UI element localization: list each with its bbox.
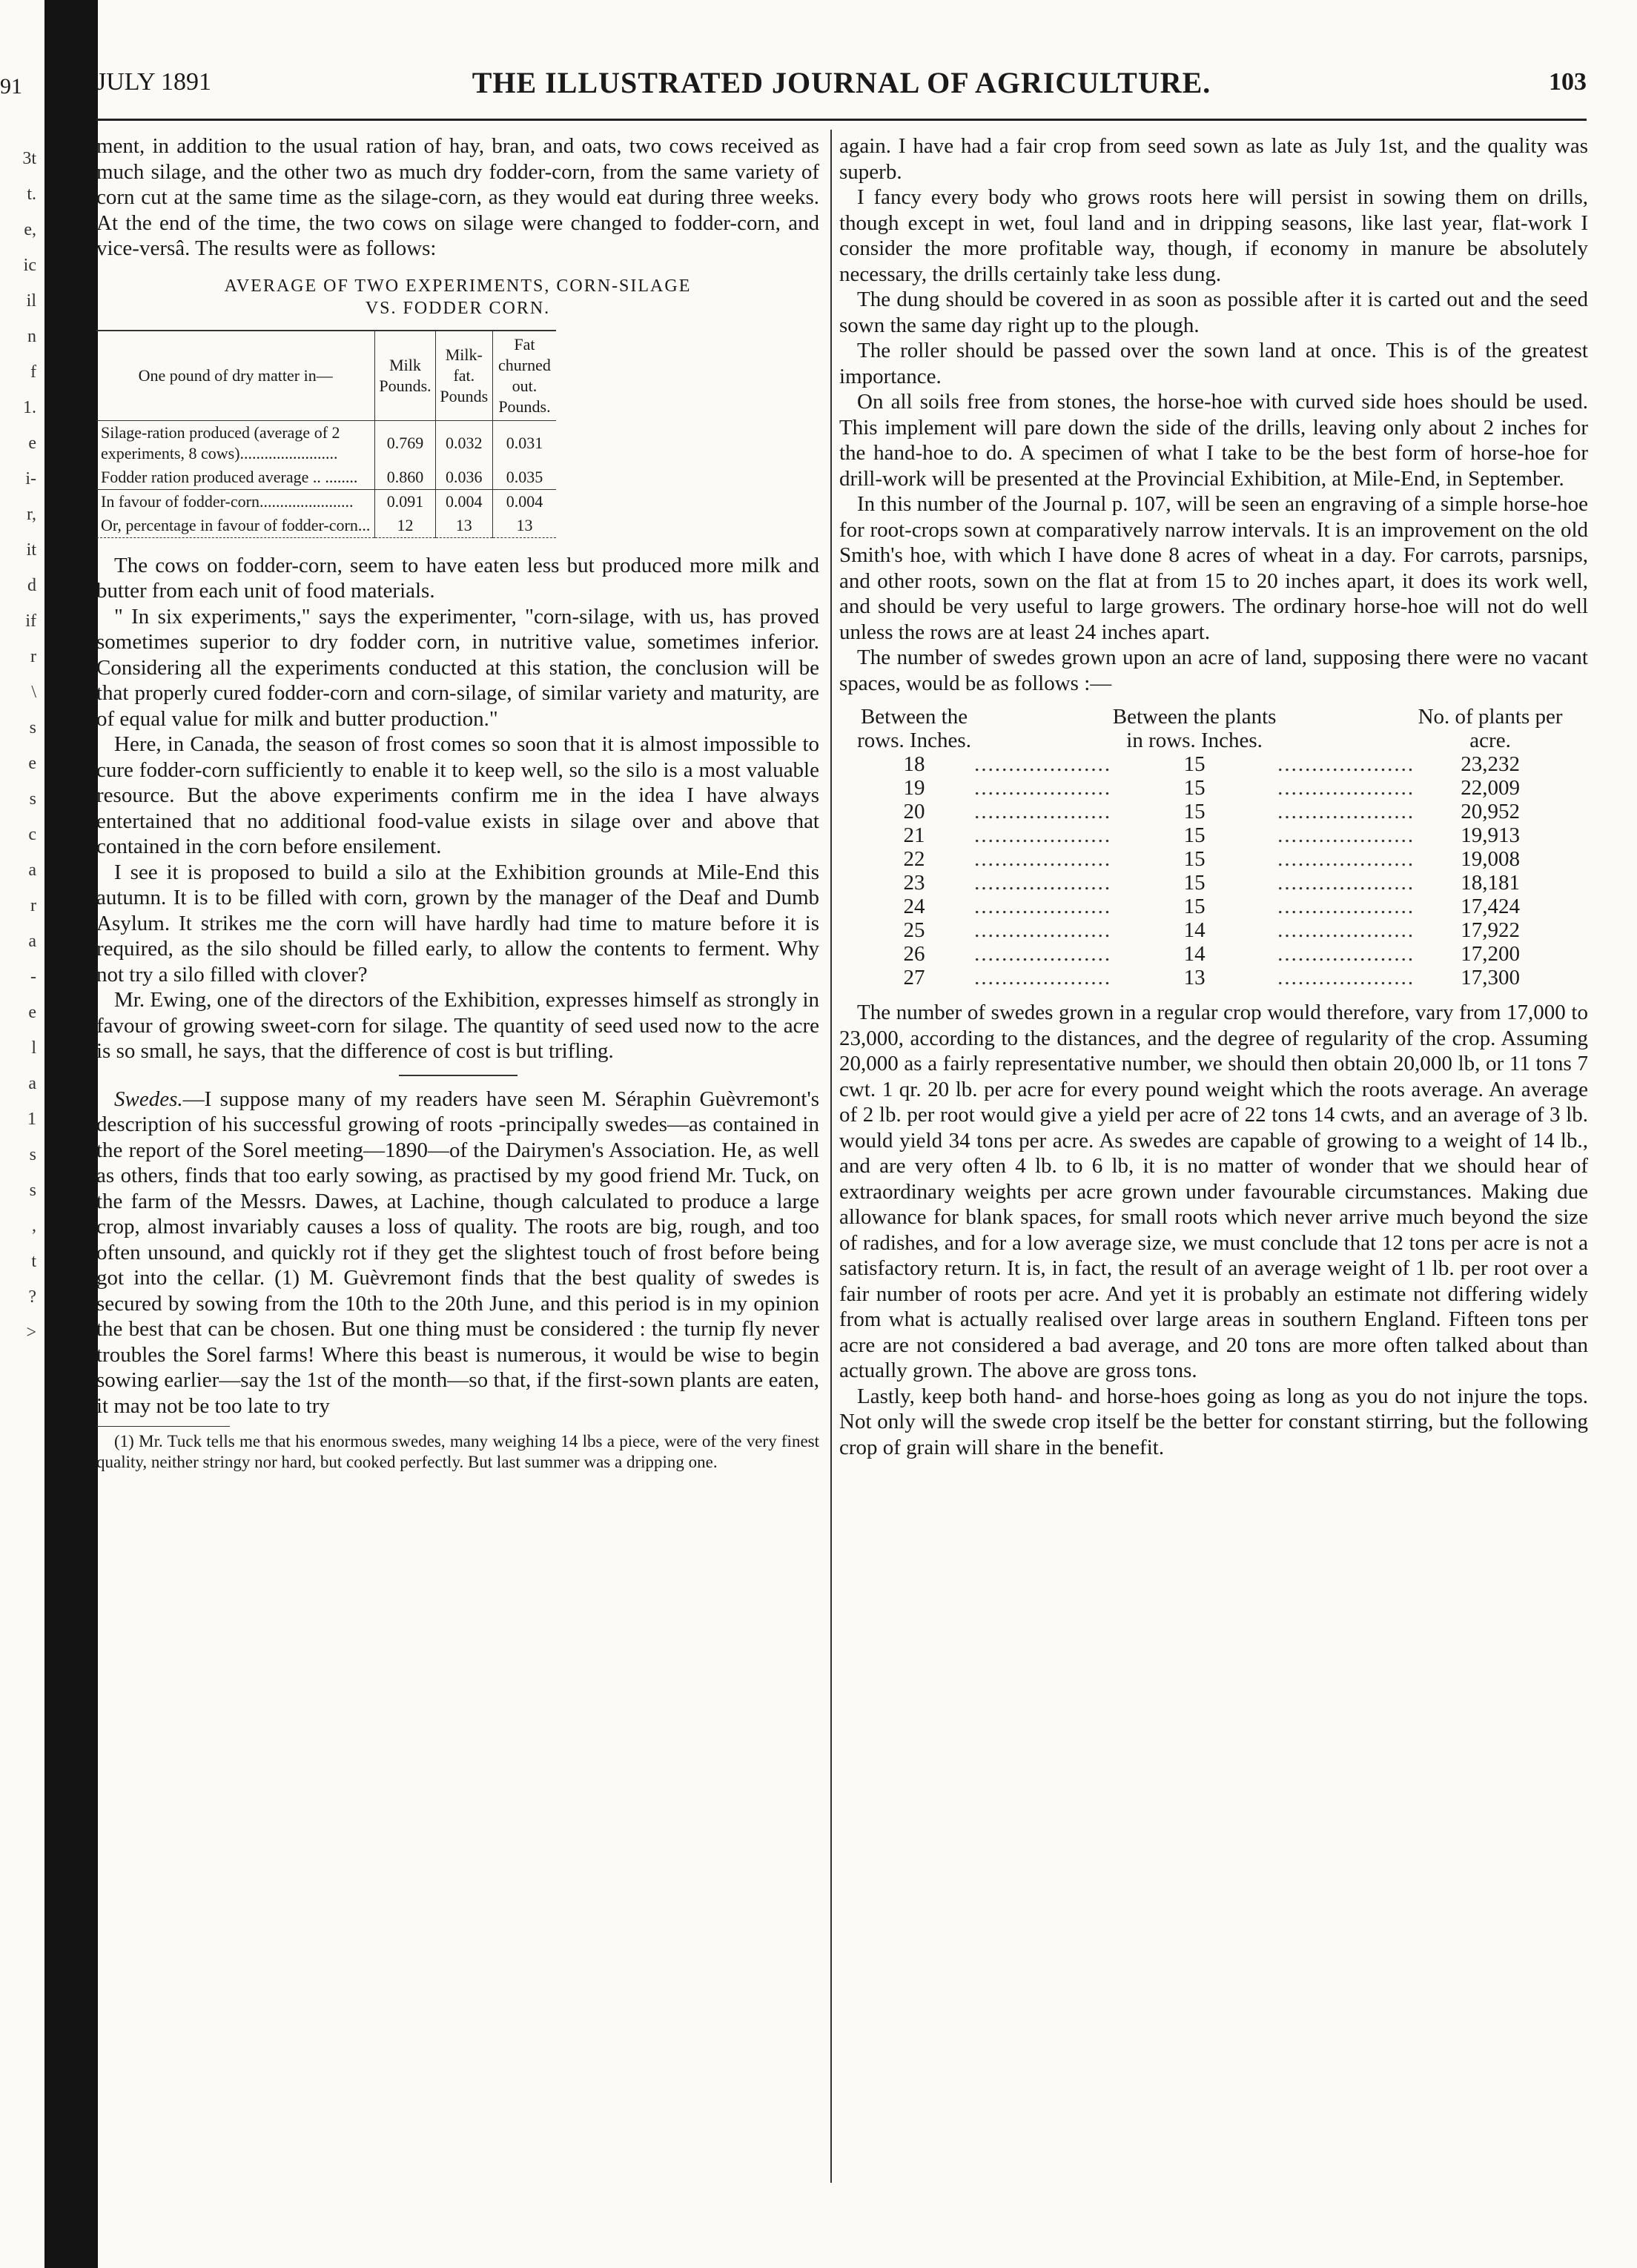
- table-cell: 14: [1183, 942, 1206, 966]
- table-cell: 17,200: [1461, 942, 1520, 966]
- leader-dots: ....................: [1277, 800, 1415, 823]
- paragraph: Here, in Canada, the season of frost comes so soon that it is almost impossible to cure fodder-corn sufficiently to enable it to keep well, so the silo is a most valuable resource. But the above experiments confirm me in the idea I have always entertained that no additional food-value exists in silage over and above that contained in the corn before ensilement.: [96, 732, 819, 858]
- footnote: (1) Mr. Tuck tells me that his enormous swedes, many weighing 14 lbs a piece, were of the very finest quality, neither stringy nor hard, but cooked perfectly. But last summer was a dripping one.: [96, 1432, 819, 1471]
- table-cell: 21: [903, 823, 925, 847]
- table-row: [854, 847, 1566, 871]
- table-row: [854, 918, 1566, 942]
- leader-dots: ....................: [974, 895, 1112, 918]
- page-number: 103: [1549, 68, 1587, 96]
- leader-dots: ....................: [1277, 776, 1415, 800]
- table-row: [854, 966, 1566, 989]
- table-cell: 19,008: [1461, 847, 1520, 871]
- margin-fragment: r: [30, 896, 36, 915]
- margin-fragment: e,: [24, 220, 36, 239]
- table-header: No. of plants per acre.: [1418, 705, 1563, 752]
- table-cell: 18: [903, 752, 925, 776]
- table-header: One pound of dry matter in—: [96, 331, 375, 421]
- table-row: Or, percentage in favour of fodder-corn... 12 13 13: [96, 514, 556, 538]
- table-cell: 20,952: [1461, 800, 1520, 823]
- table-row: [854, 752, 1566, 776]
- margin-fragment: r: [30, 647, 36, 666]
- header-rule: [96, 119, 1587, 121]
- leader-dots: ....................: [974, 823, 1112, 847]
- table-row: [854, 776, 1566, 800]
- leader-dots: ....................: [974, 966, 1112, 989]
- adjacent-page-margin: [0, 141, 41, 1350]
- table-cell: 25: [903, 918, 925, 942]
- table-cell: 26: [903, 942, 925, 966]
- journal-title: THE ILLUSTRATED JOURNAL OF AGRICULTURE.: [472, 66, 1211, 99]
- table-cell: 15: [1183, 776, 1206, 800]
- leader-dots: ....................: [974, 942, 1112, 966]
- margin-fragment: a: [28, 1074, 36, 1093]
- table-row: [854, 800, 1566, 823]
- leader-dots: ....................: [1277, 847, 1415, 871]
- paragraph: In this number of the Journal p. 107, will be seen an engraving of a simple horse-hoe for root-crops sown at comparatively narrow intervals. It is an improvement on the old Smith's hoe, with which I have done 8 acres of wheat in a day. For carrots, parsnips, and other roots, sown on the flat at from 15 to 20 inches apart, it does its work well, and should be very useful to large growers. The ordinary horse-hoe will not do well unless the rows are at least 24 inches apart.: [839, 492, 1588, 644]
- paragraph: The number of swedes grown upon an acre of land, supposing there were no vacant spaces, would be as follows :—: [839, 646, 1588, 695]
- section-divider: [399, 1075, 517, 1076]
- table-cell: 24: [903, 895, 925, 918]
- paragraph: ment, in addition to the usual ration of hay, bran, and oats, two cows received as much silage, and the other two as much dry fodder-corn, from the same variety of corn cut at the same time as the silage-corn, as they would eat during three weeks. At the end of the time, the two cows on silage were changed to fodder-corn, and vice-versâ. The results were as follows:: [96, 134, 819, 260]
- table-row: [854, 895, 1566, 918]
- paragraph: I see it is proposed to build a silo at the Exhibition grounds at Mile-End this autumn. It is to be filled with corn, grown by the manager of the Deaf and Dumb Asylum. It strikes me the corn will have hardly had time to mature before it is required, as the silo should be filled early, to allow the contents to ferment. Why not try a silo filled with clover?: [96, 860, 819, 987]
- table-cell: 19: [903, 776, 925, 800]
- column-divider: [830, 130, 832, 2183]
- table-cell: 22: [903, 847, 925, 871]
- margin-fragment: d: [27, 576, 36, 595]
- leader-dots: ....................: [974, 871, 1112, 895]
- leader-dots: ....................: [1277, 966, 1415, 989]
- table-cell: 22,009: [1461, 776, 1520, 800]
- margin-fragment: f: [30, 362, 36, 382]
- table-row: Fodder ration produced average .. ........ 0.860 0.036 0.035: [96, 465, 556, 490]
- margin-fragment: ic: [23, 256, 36, 275]
- right-column: [839, 133, 1588, 1460]
- margin-fragment: ,: [32, 1216, 36, 1236]
- margin-fragment: 3t: [22, 149, 36, 168]
- paragraph: again. I have had a fair crop from seed sown as late as July 1st, and the quality was superb.: [839, 134, 1588, 184]
- paragraph: The dung should be covered in as soon as possible after it is carted out and the seed sown the same day right up to the plough.: [839, 288, 1588, 337]
- table-header: Milk Pounds.: [375, 331, 435, 421]
- table-header-row: [96, 331, 556, 421]
- margin-fragment: it: [26, 540, 36, 560]
- table-cell: 23: [903, 871, 925, 895]
- header-month: JULY 1891: [96, 68, 211, 96]
- margin-fragment: s: [29, 1145, 36, 1164]
- paragraph: Lastly, keep both hand- and horse-hoes going as long as you do not injure the tops. Not only will the swede crop itself be the better for constant stirring, but the following crop of grain will share in the benefit.: [839, 1384, 1588, 1459]
- paragraph: The cows on fodder-corn, seem to have eaten less but produced more milk and butter from each unit of food materials.: [96, 553, 819, 603]
- margin-fragment: 1.: [23, 398, 36, 417]
- table-cell: 17,300: [1461, 966, 1520, 989]
- paragraph: " In six experiments," says the experimenter, "corn-silage, with us, has proved sometimes superior to dry fodder corn, in nutritive value, sometimes inferior. Considering all the experiments conducted at this station, the conclusion will be that properly cured fodder-corn and corn-silage, of similar variety and maturity, are of equal value for milk and butter production.": [96, 604, 819, 731]
- margin-fragment: s: [29, 1181, 36, 1200]
- paragraph: Mr. Ewing, one of the directors of the Exhibition, expresses himself as strongly in favour of growing sweet-corn for silage. The quantity of seed used now to the acre is so small, he says, that the difference of cost is but trifling.: [96, 988, 819, 1063]
- table-cell: 15: [1183, 752, 1206, 776]
- section-lead: Swedes.: [114, 1087, 183, 1111]
- page-edge-number: 91: [0, 74, 22, 99]
- table-row: [854, 871, 1566, 895]
- table-cell: 15: [1183, 895, 1206, 918]
- table-cell: 18,181: [1461, 871, 1520, 895]
- margin-fragment: t: [31, 1252, 36, 1271]
- table-cell: 27: [903, 966, 925, 989]
- margin-fragment: s: [29, 789, 36, 809]
- table-cell: 20: [903, 800, 925, 823]
- margin-fragment: n: [27, 327, 36, 346]
- leader-dots: ....................: [1277, 942, 1415, 966]
- table-title: AVERAGE OF TWO EXPERIMENTS, CORN-SILAGE VS. FODDER CORN.: [224, 276, 692, 318]
- margin-fragment: e: [28, 434, 36, 453]
- table-row: [854, 942, 1566, 966]
- table-cell: 14: [1183, 918, 1206, 942]
- leader-dots: ....................: [974, 847, 1112, 871]
- binding-shadow: [44, 0, 98, 2268]
- leader-dots: ....................: [1277, 823, 1415, 847]
- table-header-row: [854, 705, 1566, 752]
- margin-fragment: i-: [25, 469, 36, 488]
- table-cell: 17,922: [1461, 918, 1520, 942]
- margin-fragment: e: [28, 754, 36, 773]
- table-cell: 15: [1183, 871, 1206, 895]
- margin-fragment: \: [31, 683, 36, 702]
- footnote-rule: [96, 1426, 230, 1427]
- table-header: Between the plants in rows. Inches.: [1112, 705, 1277, 752]
- margin-fragment: t.: [27, 185, 36, 204]
- margin-fragment: c: [28, 825, 36, 844]
- leader-dots: ....................: [1277, 895, 1415, 918]
- margin-fragment: ?: [28, 1287, 36, 1307]
- margin-fragment: a: [28, 861, 36, 880]
- leader-dots: ....................: [1277, 871, 1415, 895]
- margin-fragment: e: [28, 1003, 36, 1022]
- margin-fragment: -: [30, 967, 36, 987]
- table-header: Fat churned out. Pounds.: [492, 331, 556, 421]
- margin-fragment: >: [26, 1323, 36, 1342]
- paragraph: Swedes.—I suppose many of my readers have seen M. Séraphin Guèvremont's description of his successful growing of roots -principally swedes—as contained in the report of the Sorel meeting—1890—of the Dairymen's Association. He, as well as others, finds that too early sowing, as practised by my good friend Mr. Tuck, on the farm of the Messrs. Dawes, at Lachine, though calculated to produce a large crop, almost invariably causes a loss of quality. The roots are big, rough, and too often unsound, and quickly rot if they get the slightest touch of frost before being got into the cellar. (1) M. Guèvremont finds that the best quality of swedes is secured by sowing from the 10th to the 20th June, and this period is in my opinion the best that can be chosen. But one thing must be considered : the turnip fly never troubles the Sorel farms! Where this beast is numerous, it would be wise to begin sowing earlier—say the 1st of the month—so that, if the first-sown plants are eaten, it may not be too late to try: [96, 1087, 819, 1418]
- margin-fragment: a: [28, 932, 36, 951]
- table-row: Silage-ration produced (average of 2 experiments, 8 cows)........................ 0.769 0.032 0.031: [96, 420, 556, 465]
- swedes-table: [854, 705, 1566, 989]
- margin-fragment: r,: [26, 505, 36, 524]
- table-row: [854, 823, 1566, 847]
- paragraph: I fancy every body who grows roots here will persist in sowing them on drills, though except in wet, foul land and in dripping seasons, like last year, flat-work I consider the more profitable way, though, if economy in manure be absolutely necessary, the drills certainly take less dung.: [839, 185, 1588, 286]
- leader-dots: ....................: [1277, 752, 1415, 776]
- table-cell: 19,913: [1461, 823, 1520, 847]
- margin-fragment: il: [26, 291, 36, 311]
- leader-dots: ....................: [974, 776, 1112, 800]
- paragraph: On all soils free from stones, the horse-hoe with curved side hoes should be used. This implement will pare down the side of the drills, leaving only about 2 inches for the hand-hoe to do. A specimen of what I take to be the best form of horse-hoe for drill-work will be presented at the Provincial Exhibition, at Mile-End, in September.: [839, 390, 1588, 491]
- margin-fragment: 1: [27, 1110, 36, 1129]
- silage-table: [96, 330, 556, 538]
- running-header: [96, 61, 1587, 113]
- left-column: [96, 133, 819, 1473]
- table-cell: 15: [1183, 800, 1206, 823]
- table-cell: 15: [1183, 847, 1206, 871]
- table-cell: 17,424: [1461, 895, 1520, 918]
- paragraph: The number of swedes grown in a regular crop would therefore, vary from 17,000 to 23,000, according to the distances, and the degree of regularity of the crop. Assuming 20,000 as a fairly representative number, we should then obtain 20,000 lb, or 11 tons 7 cwt. 1 qr. 20 lb. per acre for every pound weight which the roots average. An average of 2 lb. per root would give a yield per acre of 22 tons 14 cwts, and an average of 3 lb. would yield 34 tons per acre. As swedes are capable of growing to a weight of 14 lb., and are very often 4 lb. to 6 lb, it is no matter of wonder that we should hear of extraordinary weights per acre grown under favourable circumstances. Making due allowance for blank spaces, for small roots which never arrive much beyond the size of radishes, and for a low average size, we must conclude that 12 tons per acre is not a satisfactory return. It is, in fact, the result of an average weight of 1 lb. per root over a fair number of roots per acre. And yet it is probably an estimate not differing widely from what is actually realised over large areas in southern England. Fifteen tons per acre are not considered a bad average, and 20 tons are more often talked about than actually grown. The above are gross tons.: [839, 1001, 1588, 1382]
- margin-fragment: l: [31, 1038, 36, 1058]
- table-cell: 23,232: [1461, 752, 1520, 776]
- margin-fragment: if: [25, 611, 36, 631]
- leader-dots: ....................: [974, 918, 1112, 942]
- table-cell: 15: [1183, 823, 1206, 847]
- paragraph: The roller should be passed over the sown land at once. This is of the greatest importance.: [839, 339, 1588, 388]
- leader-dots: ....................: [974, 800, 1112, 823]
- table-header: Milk-fat. Pounds: [435, 331, 492, 421]
- leader-dots: ....................: [974, 752, 1112, 776]
- table-header: Between the rows. Inches.: [857, 705, 971, 752]
- margin-fragment: s: [29, 718, 36, 737]
- leader-dots: ....................: [1277, 918, 1415, 942]
- table-row: In favour of fodder-corn....................... 0.091 0.004 0.004: [96, 489, 556, 514]
- table-cell: 13: [1183, 966, 1206, 989]
